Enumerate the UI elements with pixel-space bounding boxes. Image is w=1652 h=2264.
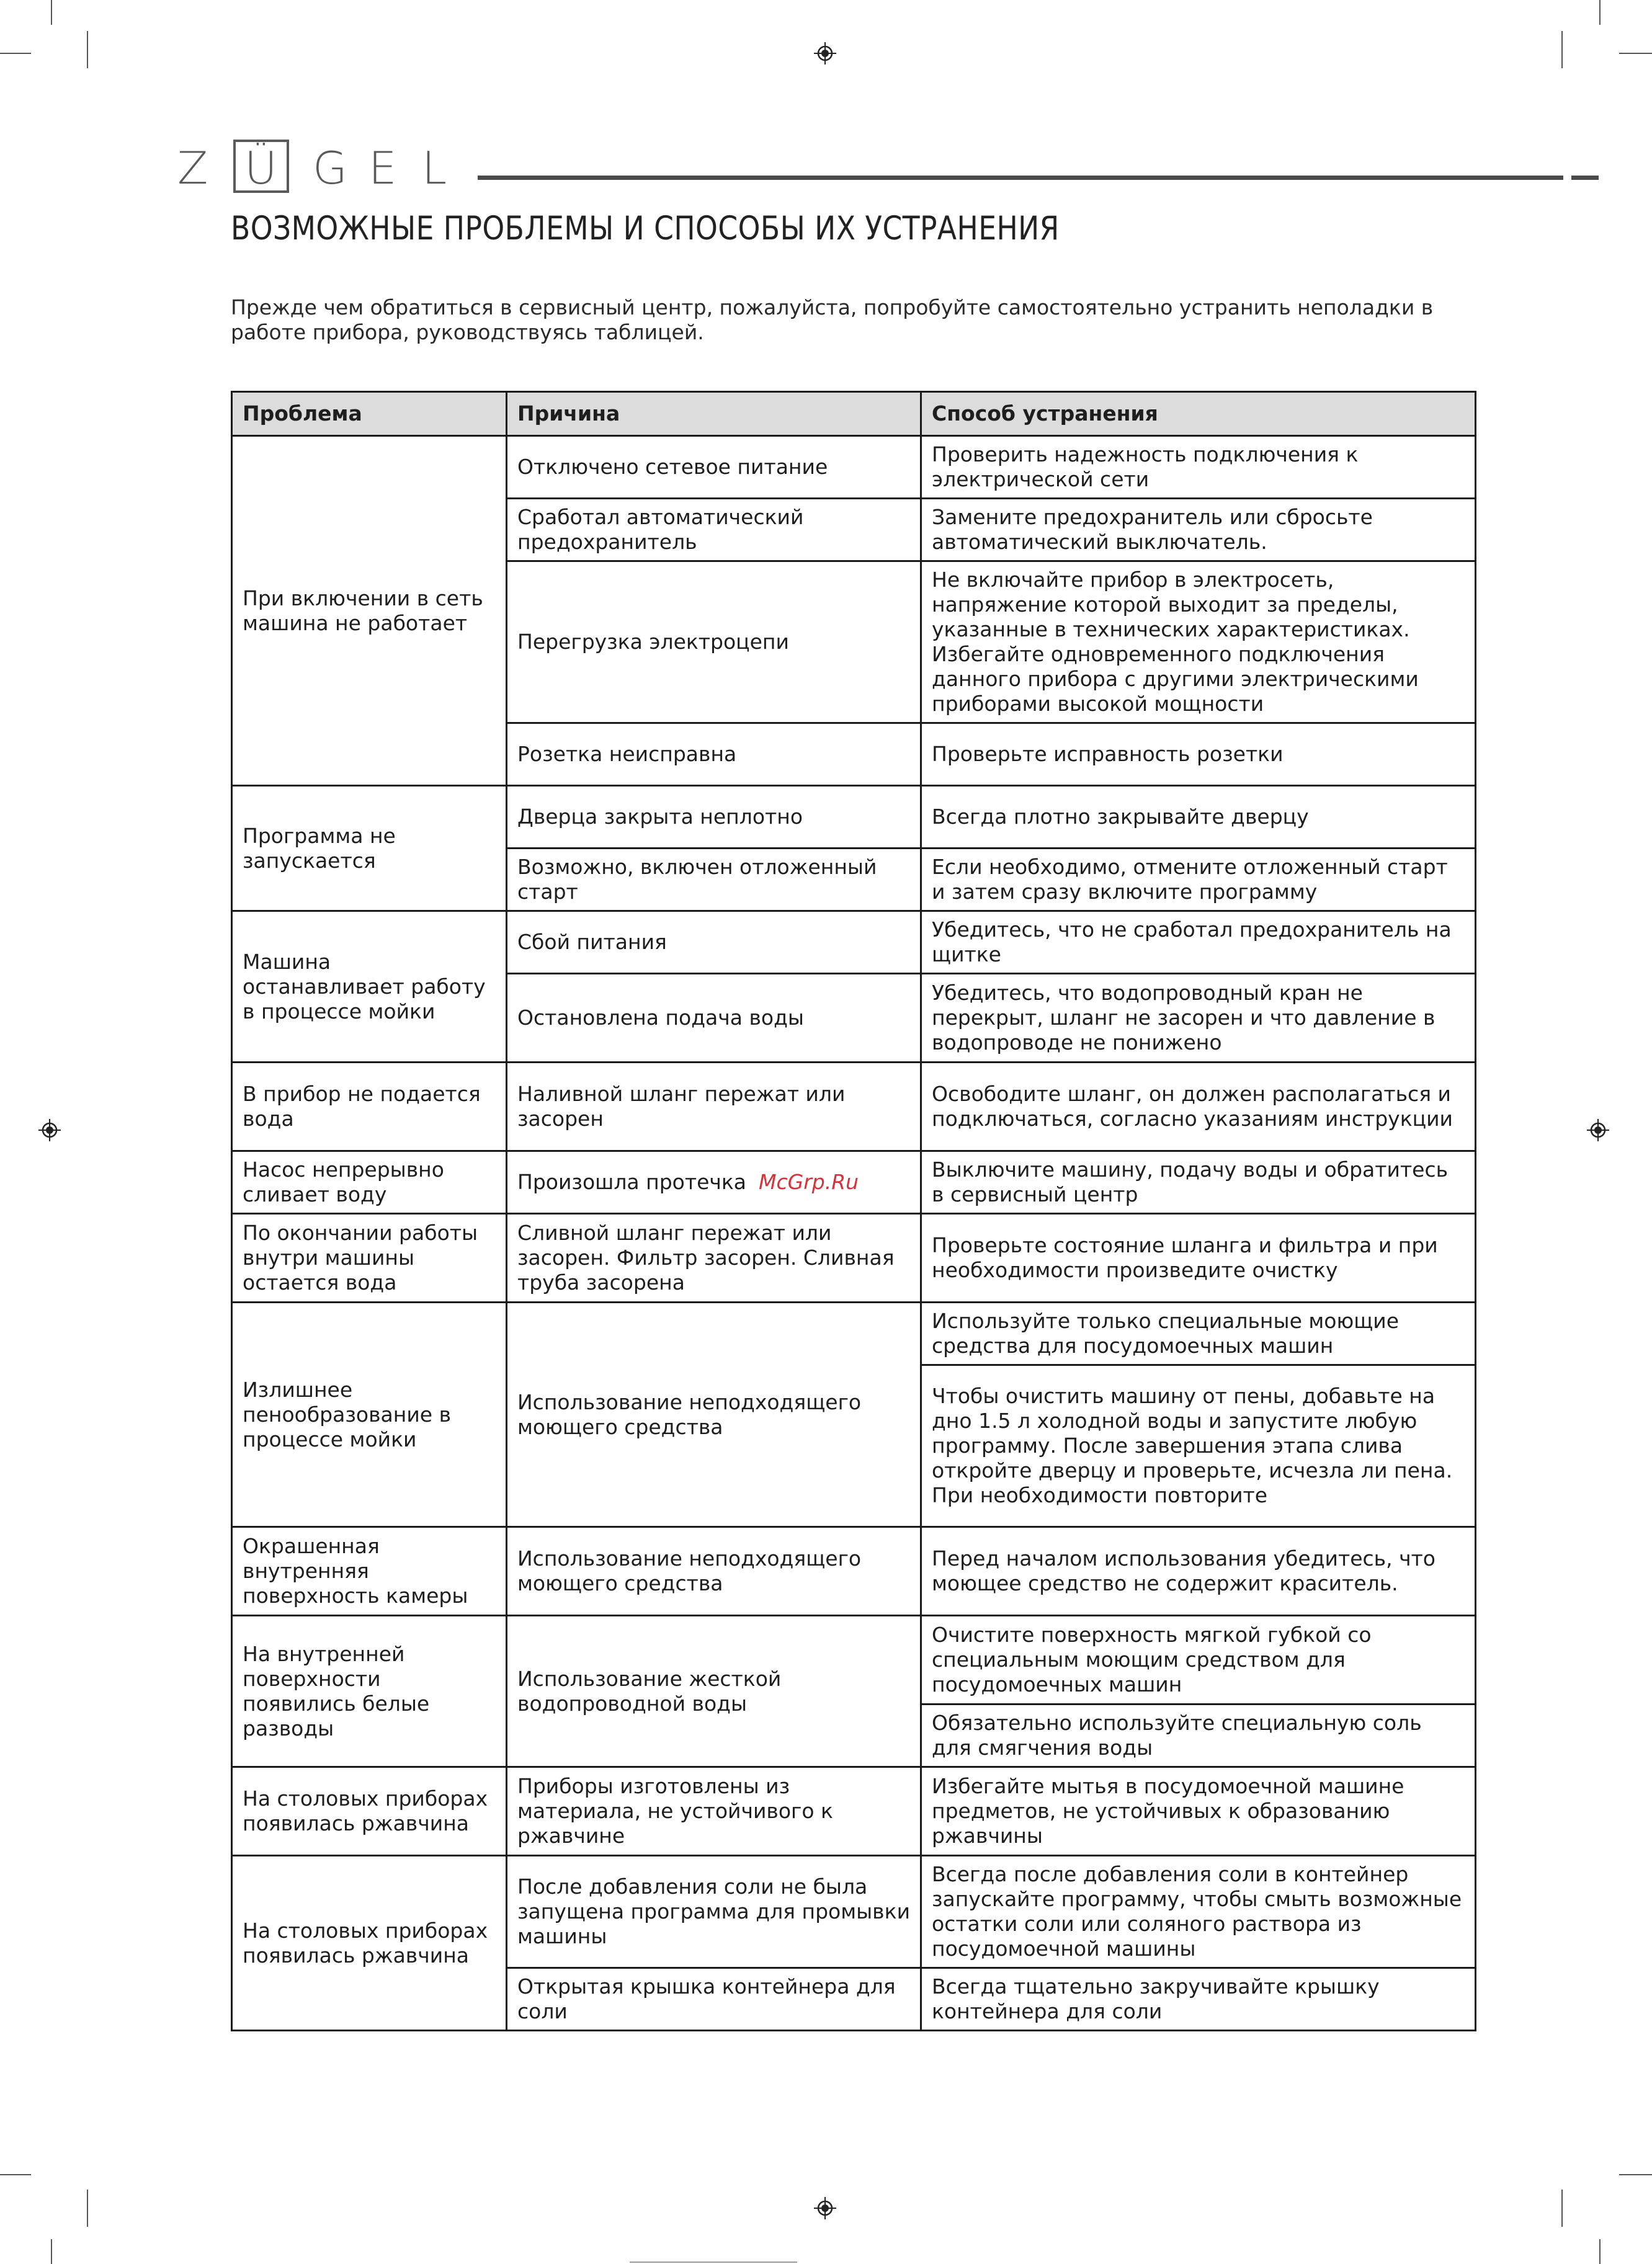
crop-mark (87, 2190, 88, 2227)
solution-cell: Проверить надежность подключения к электрической сети (921, 436, 1476, 499)
solution-cell: Обязательно используйте специальную соль для смягчения воды (921, 1705, 1476, 1767)
crop-mark (1599, 2239, 1601, 2264)
cause-cell: Перегрузка электроцепи (507, 561, 921, 723)
solution-cell: Всегда после добавления соли в контейнер запускайте программу, чтобы смыть возможные остатки соли или соляного раствора из посудомоечной машины (921, 1856, 1476, 1968)
logo-letter: L (422, 142, 447, 194)
crop-mark (0, 53, 31, 54)
cause-cell: Сбой питания (507, 911, 921, 974)
cause-cell: Остановлена подача воды (507, 974, 921, 1063)
table-row (232, 911, 1476, 974)
header-cause: Причина (507, 392, 921, 436)
registration-mark-icon (38, 1119, 61, 1141)
solution-cell: Замените предохранитель или сбросьте автоматический выключатель. (921, 499, 1476, 561)
crop-mark (51, 0, 52, 25)
cause-cell: Открытая крышка контейнера для соли (507, 1968, 921, 2031)
cause-cell: Сливной шланг пережат или засорен. Фильтр засорен. Сливная труба засорена (507, 1214, 921, 1303)
solution-cell: Используйте только специальные моющие средства для посудомоечных машин (921, 1303, 1476, 1365)
solution-cell: Освободите шланг, он должен располагаться и подключаться, согласно указаниям инструкции (921, 1063, 1476, 1151)
problem-cell: На столовых приборах появилась ржавчина (232, 1767, 507, 1856)
troubleshooting-table (231, 391, 1476, 2031)
problem-cell: При включении в сеть машина не работает (232, 436, 507, 786)
table-row (232, 1616, 1476, 1705)
logo-letter: E (368, 142, 397, 194)
page-title: ВОЗМОЖНЫЕ ПРОБЛЕМЫ И СПОСОБЫ ИХ УСТРАНЕНИЯ (231, 210, 1060, 247)
crop-mark (1619, 53, 1652, 54)
table-row (232, 786, 1476, 849)
logo-letter: G (313, 142, 347, 194)
table-row (232, 1856, 1476, 1968)
solution-cell: Проверьте исправность розетки (921, 723, 1476, 786)
cause-cell: Возможно, включен отложенный старт (507, 849, 921, 911)
cause-cell: Использование неподходящего моющего средства (507, 1527, 921, 1616)
crop-mark (0, 2174, 31, 2175)
solution-cell: Убедитесь, что не сработал предохранитель на щитке (921, 911, 1476, 974)
crop-mark (1561, 2190, 1563, 2227)
solution-cell: Убедитесь, что водопроводный кран не перекрыт, шланг не засорен и что давление в водопроводе не понижено (921, 974, 1476, 1063)
solution-cell: Если необходимо, отмените отложенный старт и затем сразу включите программу (921, 849, 1476, 911)
solution-cell: Выключите машину, подачу воды и обратитесь в сервисный центр (921, 1151, 1476, 1214)
cause-cell: Розетка неисправна (507, 723, 921, 786)
logo-letter: Ü (244, 142, 277, 194)
table-row (232, 1063, 1476, 1151)
table-row (232, 436, 1476, 499)
solution-cell: Чтобы очистить машину от пены, добавьте на дно 1.5 л холодной воды и запустите любую программу. После завершения этапа слива откройте дверцу и проверьте, исчезла ли пена. При необходимости повторите (921, 1365, 1476, 1527)
logo-letter: Z (177, 142, 208, 194)
problem-cell: На столовых приборах появилась ржавчина (232, 1856, 507, 2031)
cause-text: Произошла протечка (517, 1170, 747, 1194)
registration-mark-icon (814, 42, 836, 65)
table-row (232, 1767, 1476, 1856)
solution-cell: Всегда плотно закрывайте дверцу (921, 786, 1476, 849)
table-row (232, 1151, 1476, 1214)
header-problem: Проблема (232, 392, 507, 436)
watermark-text: McGrp.Ru (759, 1170, 859, 1194)
crop-mark (87, 31, 88, 68)
crop-mark (1619, 2174, 1652, 2175)
crop-mark (1599, 0, 1601, 25)
table-row (232, 1527, 1476, 1616)
problem-cell: Окрашенная внутренняя поверхность камеры (232, 1527, 507, 1616)
crop-mark (630, 2262, 797, 2263)
problem-cell: Насос непрерывно сливает воду (232, 1151, 507, 1214)
problem-cell: По окончании работы внутри машины остается вода (232, 1214, 507, 1303)
solution-cell: Очистите поверхность мягкой губкой со специальным моющим средством для посудомоечных машин (921, 1616, 1476, 1705)
header-rule (478, 176, 1563, 180)
cause-cell: Приборы изготовлены из материала, не устойчивого к ржавчине (507, 1767, 921, 1856)
cause-cell: Использование неподходящего моющего средства (507, 1303, 921, 1527)
solution-cell: Избегайте мытья в посудомоечной машине предметов, не устойчивых к образованию ржавчины (921, 1767, 1476, 1856)
table-row (232, 1303, 1476, 1365)
intro-paragraph: Прежде чем обратиться в сервисный центр, пожалуйста, попробуйте самостоятельно устранить неполадки в работе прибора, руководствуясь таблицей. (231, 295, 1434, 344)
problem-cell: На внутренней поверхности появились белые разводы (232, 1616, 507, 1767)
cause-cell: Отключено сетевое питание (507, 436, 921, 499)
solution-cell: Проверьте состояние шланга и фильтра и при необходимости произведите очистку (921, 1214, 1476, 1303)
cause-cell: После добавления соли не была запущена программа для промывки машины (507, 1856, 921, 1968)
cause-cell: Сработал автоматический предохранитель (507, 499, 921, 561)
problem-cell: Программа не запускается (232, 786, 507, 911)
header-rule-tail (1571, 176, 1599, 180)
header-solution: Способ устранения (921, 392, 1476, 436)
crop-mark (1561, 31, 1563, 68)
table-row (232, 1214, 1476, 1303)
table-header-row (232, 392, 1476, 436)
crop-mark (51, 2239, 52, 2264)
solution-cell: Всегда тщательно закручивайте крышку контейнера для соли (921, 1968, 1476, 2031)
problem-cell: Машина останавливает работу в процессе мойки (232, 911, 507, 1063)
cause-cell: Наливной шланг пережат или засорен (507, 1063, 921, 1151)
problem-cell: Излишнее пенообразование в процессе мойки (232, 1303, 507, 1527)
cause-cell: Дверца закрыта неплотно (507, 786, 921, 849)
registration-mark-icon (1587, 1119, 1609, 1141)
cause-cell: Использование жесткой водопроводной воды (507, 1616, 921, 1767)
solution-cell: Не включайте прибор в электросеть, напряжение которой выходит за пределы, указанные в технических характеристиках. Избегайте одновременного подключения данного прибора с другими электрическими приборами высокой мощности (921, 561, 1476, 723)
cause-cell (507, 1151, 921, 1214)
brand-logo (175, 140, 460, 192)
solution-cell: Перед началом использования убедитесь, что моющее средство не содержит краситель. (921, 1527, 1476, 1616)
problem-cell: В прибор не подается вода (232, 1063, 507, 1151)
registration-mark-icon (814, 2197, 836, 2219)
